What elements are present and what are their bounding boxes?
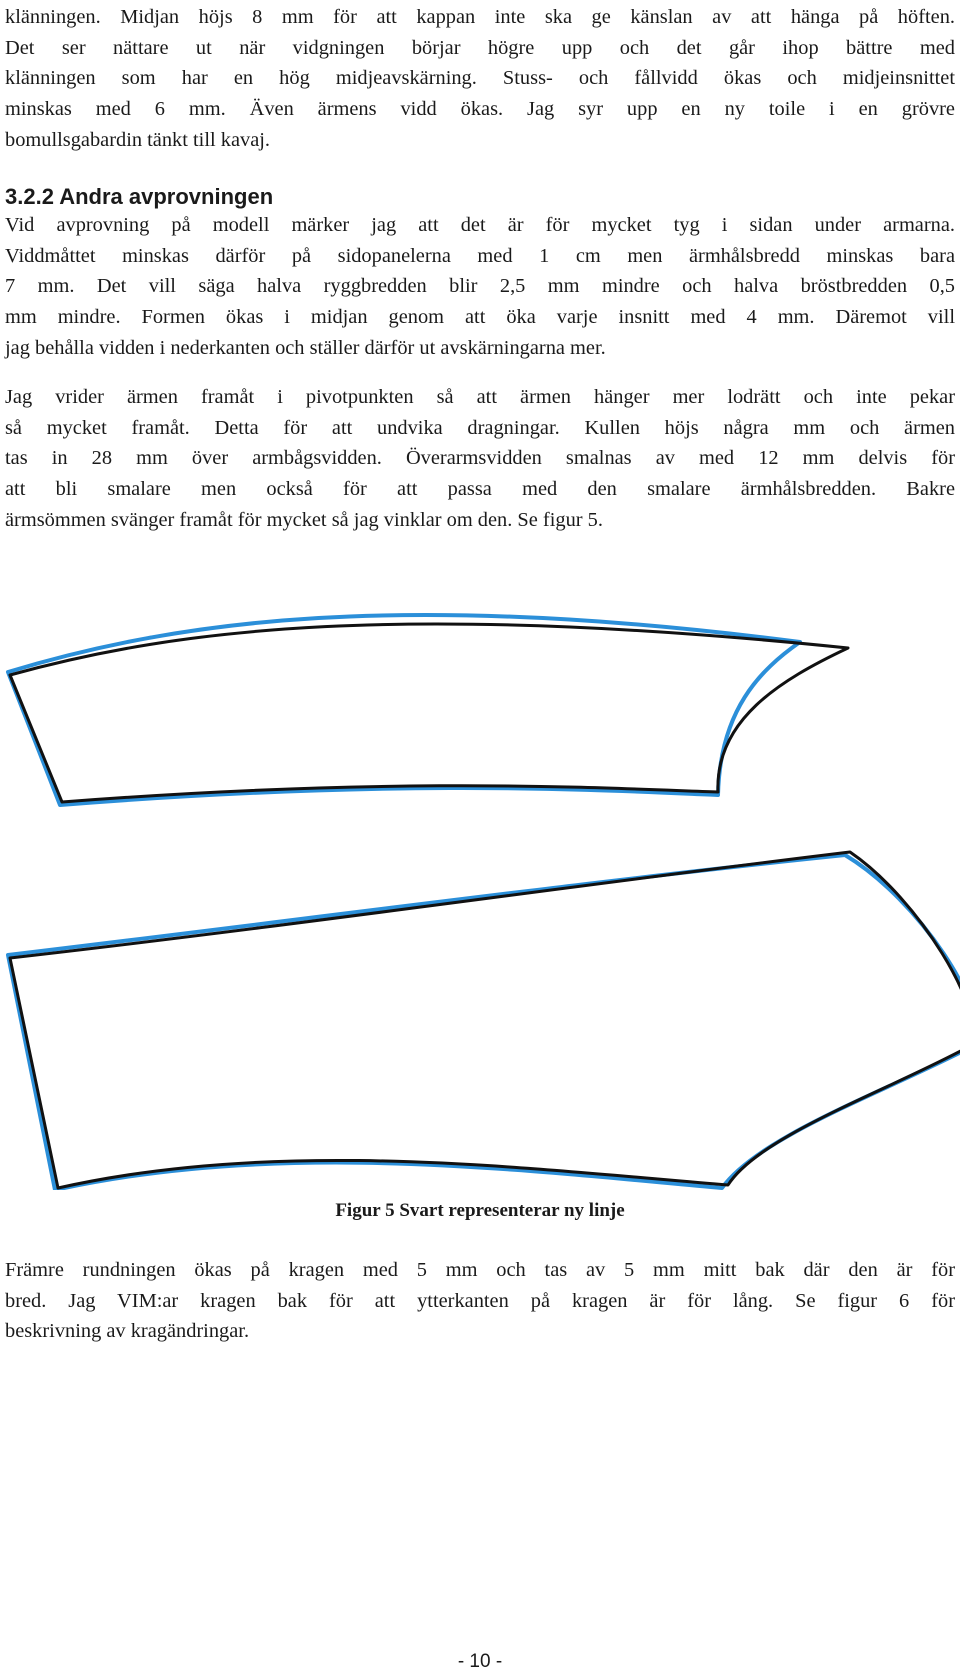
text-line: bomullsgabardin tänkt till kavaj. — [5, 128, 271, 151]
lower-sleeve-old-line — [8, 855, 960, 1190]
paragraph-sleeve — [5, 382, 955, 536]
text-line: 7 mm. Det vill säga halva ryggbredden blir 2,5 mm mindre och halva bröstbredden 0,5 — [5, 275, 955, 298]
paragraph-fitting — [5, 210, 955, 364]
text-line: minskas med 6 mm. Även ärmens vidd ökas. Jag syr upp en ny toile i en grövre — [5, 98, 955, 121]
lower-sleeve-new-line — [10, 852, 960, 1188]
paragraph-intro — [5, 2, 955, 156]
text-line: Det ser nättare ut när vidgningen börjar högre upp och det går ihop bättre med — [5, 36, 955, 59]
sleeve-pattern-figure — [0, 590, 960, 1190]
figure-caption: Figur 5 Svart representerar ny linje — [335, 1200, 625, 1221]
text-line: tas in 28 mm över armbågsvidden. Överarmsvidden smalnas av med 12 mm delvis för — [5, 447, 955, 470]
text-line: Främre rundningen ökas på kragen med 5 mm och tas av 5 mm mitt bak där den är för — [5, 1259, 955, 1281]
text-line: Viddmåttet minskas därför på sidopanelerna med 1 cm men ärmhålsbredd minskas bara — [5, 244, 955, 267]
text-line: beskrivning av kragändringar. — [5, 1320, 250, 1343]
paragraph-collar — [5, 1255, 955, 1347]
text-line: bred. Jag VIM:ar kragen bak för att ytterkanten på kragen är för lång. Se figur 6 för — [5, 1289, 955, 1312]
text-line: mm mindre. Formen ökas i midjan genom att öka varje insnitt med 4 mm. Däremot vill — [5, 306, 955, 329]
text-line: klänningen som har en hög midjeavskärning. Stuss- och fållvidd ökas och midjeinsnittet — [5, 67, 955, 90]
text-line: klänningen. Midjan höjs 8 mm för att kappan inte ska ge känslan av att hänga på höften. — [5, 6, 955, 28]
page-number: - 10 - — [457, 1651, 503, 1672]
text-line: Jag vrider ärmen framåt i pivotpunkten så att ärmen hänger mer lodrätt och inte pekar — [5, 386, 955, 408]
text-line: att bli smalare men också för att passa med den smalare ärmhålsbredden. Bakre — [5, 478, 955, 501]
text-line: så mycket framåt. Detta för att undvika dragningar. Kullen höjs några mm och ärmen — [5, 416, 955, 439]
text-line: jag behålla vidden i nederkanten och ställer därför ut avskärningarna mer. — [5, 336, 606, 359]
text-line: Vid avprovning på modell märker jag att det är för mycket tyg i sidan under armarna. — [5, 214, 955, 236]
text-line: ärmsömmen svänger framåt för mycket så jag vinklar om den. Se figur 5. — [5, 508, 603, 531]
section-heading: 3.2.2 Andra avprovningen — [5, 184, 274, 209]
upper-sleeve-old-line — [8, 615, 800, 805]
upper-sleeve-new-line — [10, 624, 848, 802]
